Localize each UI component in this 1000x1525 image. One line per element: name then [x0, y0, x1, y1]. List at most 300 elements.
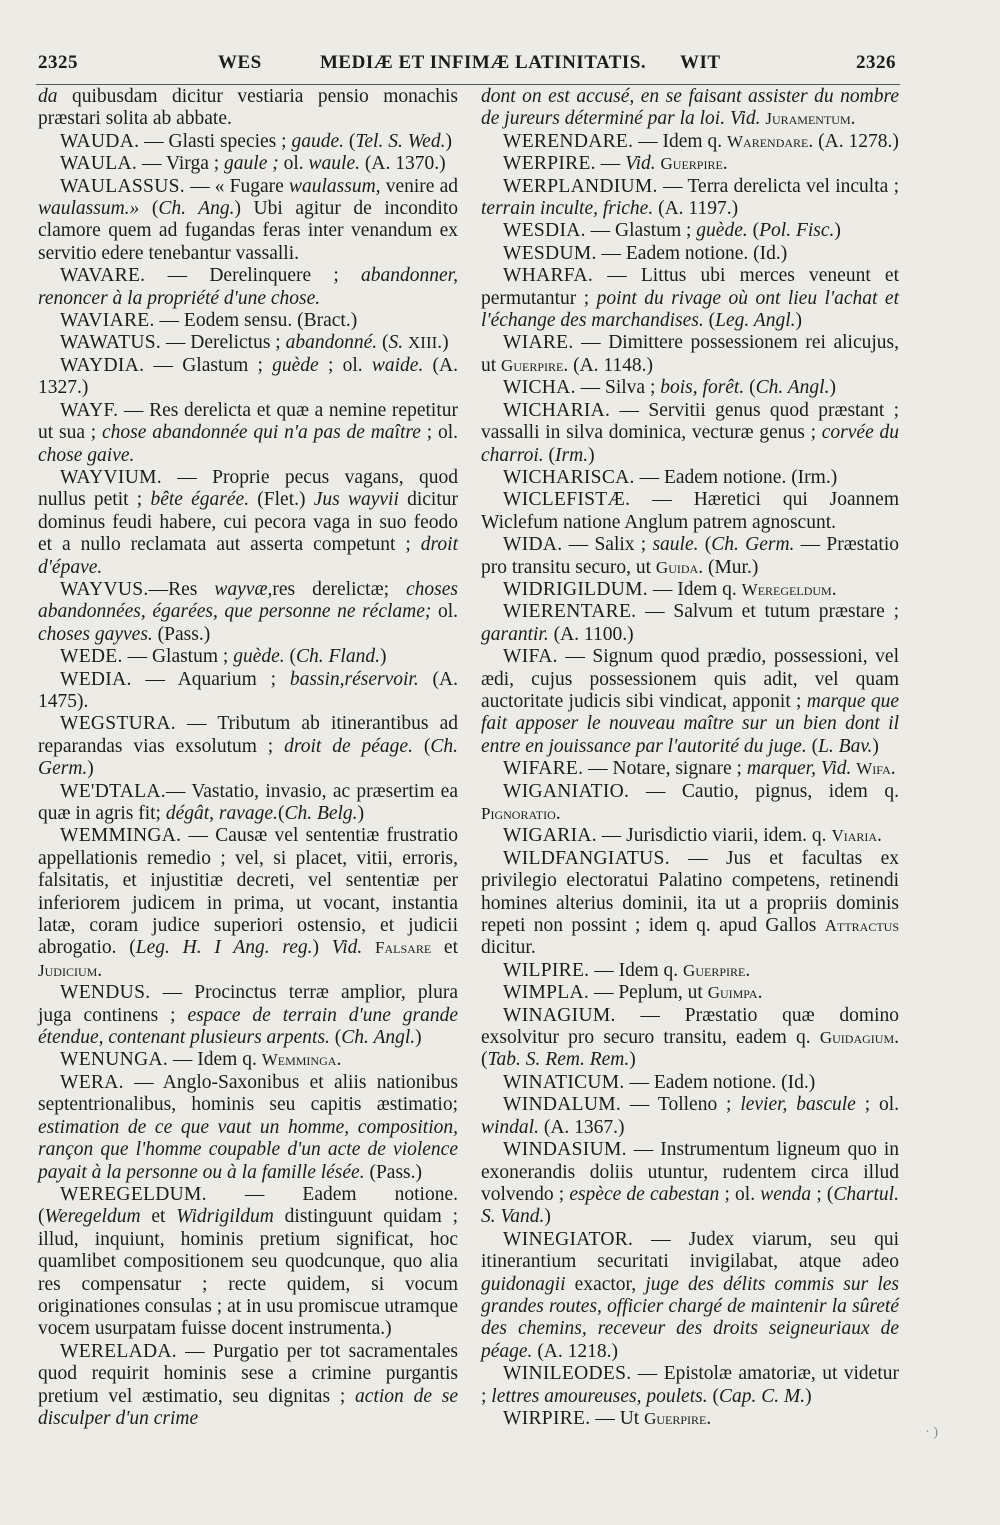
entry-headword: WINDALUM.: [503, 1094, 622, 1116]
entry-italic-text: gaude.: [291, 130, 344, 152]
entry-text: (: [343, 130, 356, 152]
entry-italic-text: Tab. S. Rem. Rem.: [487, 1049, 630, 1071]
entry-headword: WERPLANDIUM.: [503, 175, 658, 197]
entry-italic-text: waule.: [308, 153, 360, 175]
entry-text: ): [357, 803, 365, 824]
entry-italic-text: Weregeldum: [44, 1206, 141, 1228]
entry-italic-text: Ch. Angl.: [755, 377, 830, 399]
entry-italic-text: Ch. Germ.: [711, 534, 795, 556]
entry-headword: WEREGELDUM.: [60, 1183, 207, 1205]
entry-text: distinguunt quidam ; illud, inquiunt, hominis pretium significat, hoc quamlibet compositionem seu quodcunque, quo alia res compensatur ; recte quidem, si vocum originationes consulas ; at in usu promiscue utramque vocem usurpatam fuisse docent instrumenta.): [38, 1206, 458, 1340]
dictionary-entry: [38, 1341, 458, 1431]
entry-italic-text: windal.: [481, 1116, 539, 1138]
entry-headword: WIGANIATIO.: [503, 780, 630, 802]
entry-text: .: [757, 982, 763, 1004]
entry-cross-reference: Falsare: [375, 938, 432, 958]
entry-headword: WICLEFISTÆ.: [503, 489, 631, 511]
entry-text: .: [706, 1407, 712, 1429]
entry-italic-text: Ch. Germ.: [38, 735, 459, 780]
entry-text: (: [412, 735, 431, 757]
entry-italic-text: marquer,: [746, 758, 816, 780]
entry-italic-text: bête égarée.: [150, 489, 250, 511]
entry-cross-reference: Juramentum: [765, 109, 851, 129]
entry-text: .): [437, 332, 449, 354]
dictionary-entry: [481, 646, 899, 758]
entry-text: venire ad: [380, 175, 458, 197]
guide-word-left: WES: [218, 52, 262, 73]
entry-italic-text: bois, forêt.: [660, 377, 745, 399]
entry-text: . (: [481, 1027, 899, 1071]
entry-text: — Glasti species ;: [139, 130, 292, 152]
entry-text: — Vastatio, invasio, ac præsertim ea quæ in agris fit;: [38, 780, 458, 824]
entry-text: — Idem q.: [589, 959, 684, 981]
dictionary-entry: [481, 243, 899, 265]
entry-headword: WAVARE.: [60, 265, 146, 287]
entry-italic-text: droit d'épave.: [38, 534, 458, 578]
entry-headword: WIDRIGILDUM.: [503, 578, 648, 600]
left-column: [38, 86, 458, 1430]
entry-text: (: [806, 735, 819, 757]
entry-text: — Judex viarum, seu qui itinerantium securitati invigilabat, atque adeo: [481, 1228, 899, 1273]
entry-italic-text: saule.: [652, 534, 699, 556]
entry-italic-text: Widrigildum: [176, 1206, 274, 1228]
entry-cross-reference: Pignoratio: [481, 804, 556, 823]
entry-text: — Salvum et tutum præstare ;: [636, 601, 899, 623]
entry-text: —: [595, 153, 626, 175]
entry-italic-text: levier, bascule: [740, 1094, 856, 1116]
entry-text: dicitur dominus feudi habere, cui pecora vaga in suo feodo et a nullo reclamata aut asserta competunt ;: [38, 489, 458, 556]
entry-headword: WEDE.: [60, 646, 123, 668]
entry-italic-text: choses abandonnées, égarées, que personne ne réclame;: [38, 578, 459, 623]
entry-text: . (A. 1278.): [808, 130, 899, 152]
entry-headword: WIFARE.: [503, 758, 584, 780]
entry-headword: WAVIARE.: [60, 310, 155, 332]
entry-text: (A. 1197.): [653, 198, 739, 220]
entry-text: (: [377, 332, 389, 354]
entry-headword: WAYDIA.: [60, 354, 145, 376]
entry-text: (A. 1370.): [360, 153, 446, 175]
entry-text: — Idem q.: [633, 130, 727, 152]
entry-headword: WERELADA.: [60, 1340, 177, 1362]
entry-text: — Derelinquere ;: [145, 265, 362, 287]
dictionary-entry: [38, 579, 458, 646]
entry-headword: WHARFA.: [503, 265, 594, 287]
entry-cross-reference: Wifa: [856, 759, 891, 779]
dictionary-entry: [481, 265, 899, 332]
dictionary-entry: [481, 758, 899, 780]
entry-text: exactor,: [565, 1273, 646, 1295]
entry-text: ; ol.: [855, 1094, 900, 1116]
entry-text: ): [445, 130, 452, 152]
dictionary-entry: [481, 400, 899, 467]
entry-text: (: [277, 803, 285, 824]
entry-text: — Anglo-Saxonibus et aliis nationibus septentrionalibus, hominis seu capitis æstimatio;: [38, 1071, 458, 1116]
entry-italic-text: Tel. S. Wed.: [355, 130, 446, 152]
entry-italic-text: guède.: [233, 646, 285, 668]
dictionary-entry: [481, 332, 899, 377]
entry-headword: WESDIA.: [503, 220, 586, 242]
entry-headword: WAYVUS.: [60, 578, 149, 600]
entry-text: — Jus et facultas ex privilegio electoratui Palatino competens, retinendi homines alterius dominii, ita ut a propriis dominis repeti non possint ; idem q. apud Gallos: [481, 847, 899, 937]
entry-text: —Res: [148, 578, 215, 600]
entry-cross-reference: Attractus: [824, 916, 899, 936]
entry-text: [362, 937, 375, 958]
entry-text: ; ol.: [719, 1183, 761, 1205]
dictionary-entry: [481, 153, 899, 175]
entry-text: .: [850, 108, 856, 130]
entry-text: — Notare, signare ;: [583, 758, 747, 780]
entry-text: — Glastum ;: [122, 646, 234, 668]
entry-text: — Idem q.: [168, 1049, 262, 1071]
entry-italic-text: bassin,réservoir.: [289, 668, 419, 690]
entry-italic-text: guède.: [696, 220, 748, 242]
entry-text: ): [872, 735, 879, 757]
entry-text: — Aquarium ;: [131, 668, 290, 690]
entry-text: .: [745, 959, 751, 981]
page-corner-mark: · ): [925, 1425, 938, 1440]
entry-headword: WENDUS.: [60, 982, 151, 1004]
entry-text: — Epistolæ amatoriæ, ut videtur ;: [481, 1363, 899, 1407]
entry-text: — Peplum, ut: [589, 982, 708, 1004]
entry-italic-text: Vid.: [331, 937, 363, 959]
entry-headword: WAWATUS.: [60, 332, 162, 354]
entry-headword: WERA.: [60, 1071, 124, 1093]
entry-cross-reference: Guerpire: [683, 960, 746, 980]
entry-text: quibusdam dicitur vestiaria pensio monachis præstari solita ab abbate.: [38, 86, 458, 130]
entry-italic-text: Leg. H. I Ang. reg.: [135, 937, 313, 959]
entry-cross-reference: Guerpire: [501, 355, 564, 375]
dictionary-entry: [481, 377, 899, 399]
entry-text: — Eodem sensu. (Bract.): [154, 310, 358, 332]
entry-headword: WINDASIUM.: [503, 1139, 627, 1161]
dictionary-entry: [38, 781, 458, 826]
entry-text: — Virga ;: [137, 153, 225, 175]
entry-cross-reference: Viaria: [831, 826, 878, 846]
entry-text: (: [744, 377, 756, 399]
entry-italic-text: wenda: [760, 1183, 812, 1205]
entry-text: ): [87, 758, 94, 780]
entry-text: (: [329, 1027, 342, 1049]
entry-italic-text: abandonner, renoncer à la propriété d'une chose.: [38, 265, 458, 309]
entry-italic-text: Cap. C. M.: [718, 1385, 806, 1407]
dictionary-entry: [38, 825, 458, 982]
entry-italic-text: Pol. Fisc.: [759, 220, 835, 242]
entry-italic-text: gaule ;: [224, 153, 279, 175]
entry-text: — Cautio, pignus, idem q.: [629, 780, 899, 802]
entry-text: .: [890, 758, 896, 780]
entry-text: — Proprie pecus vagans, quod nullus petit ;: [38, 466, 458, 511]
entry-headword: WINEGIATOR.: [503, 1228, 634, 1250]
entry-text: ): [795, 310, 803, 332]
dictionary-entry: [481, 1005, 899, 1072]
entry-text: (A. 1367.): [538, 1116, 625, 1138]
entry-text: — Instrumentum ligneum quo in exonerandis doliis utuntur, rudentem circa illud volvendo ;: [481, 1139, 899, 1205]
dictionary-entry: [38, 86, 458, 131]
entry-text: (: [698, 534, 712, 556]
entry-headword: WAUDA.: [60, 130, 140, 152]
entry-text: (A. 1327.): [38, 354, 459, 399]
entry-headword: WIFA.: [503, 646, 558, 668]
entry-italic-text: waide.: [371, 354, 424, 376]
entry-italic-text: estimation de ce que vaut un homme, composition, rançon que l'homme coupable d'un acte de violence payait à la personne ou à la famille lésée.: [38, 1116, 458, 1183]
entry-text: (A. 1100.): [548, 623, 634, 645]
entry-italic-text: terrain inculte, friche.: [481, 198, 654, 220]
entry-text: ): [312, 937, 332, 959]
dictionary-entry: [481, 1229, 899, 1363]
dictionary-entry: [481, 1363, 899, 1408]
dictionary-entry: [481, 982, 899, 1004]
dictionary-entry: [481, 534, 899, 579]
dictionary-entry: [481, 1139, 899, 1229]
entry-text: (: [543, 444, 556, 466]
dictionary-entry: [481, 825, 899, 847]
entry-text: ; (: [811, 1183, 834, 1205]
entry-italic-text: Ch. Ang.: [158, 198, 235, 220]
entry-headword: WESDUM.: [503, 242, 597, 264]
entry-italic-text: abandonné.: [285, 332, 378, 354]
dictionary-entry: [38, 310, 458, 332]
entry-text: ; ol.: [420, 422, 458, 444]
entry-text: — Eadem notione. (Id.): [596, 242, 788, 264]
entry-headword: WENUNGA.: [60, 1049, 169, 1071]
entry-headword: WEMMINGA.: [60, 825, 182, 847]
entry-text: (: [747, 220, 760, 242]
entry-text: . (A. 1148.): [563, 354, 654, 376]
right-column: [481, 86, 899, 1430]
entry-text: .: [97, 959, 103, 981]
entry-text: .: [336, 1049, 342, 1071]
entry-italic-text: point du rivage où ont lieu l'achat et l'échange des marchandises.: [481, 287, 900, 332]
entry-text: .: [555, 803, 561, 824]
entry-italic-text: chose gaive.: [38, 444, 135, 466]
entry-text: — Signum quod prædio, possessioni, vel ædi, cujus possessionem quis adit, vel quam auctoritate judicis sibi vindicat, apponit ;: [481, 646, 899, 712]
entry-text: — Præstatio pro transitu securo, ut: [481, 534, 900, 578]
entry-italic-text: droit de péage.: [284, 735, 413, 757]
dictionary-entry: [481, 1094, 899, 1139]
entry-text: . (Mur.): [698, 556, 759, 578]
entry-text: dicitur.: [481, 937, 536, 959]
entry-text: — Servitii genus quod præstant ; vassalli in silva dominica, vecturæ genus ;: [481, 399, 899, 444]
entry-text: ): [544, 1206, 551, 1228]
entry-italic-text: guède: [272, 354, 319, 376]
entry-italic-text: Ch. Fland.: [296, 646, 380, 668]
entry-italic-text: dont on est accusé, en se faisant assister du nombre de jureurs déterminé par la loi.: [481, 86, 899, 130]
dictionary-entry: [481, 220, 899, 242]
entry-italic-text: S.: [388, 332, 404, 354]
dictionary-entry: [481, 86, 899, 131]
entry-headword: WAULA.: [60, 153, 138, 175]
entry-text: — Tolleno ;: [621, 1094, 741, 1116]
entry-headword: WINAGIUM.: [503, 1004, 616, 1026]
dictionary-entry: [38, 153, 458, 175]
entry-headword: WICHA.: [503, 377, 576, 399]
entry-text: — Silva ;: [575, 377, 661, 399]
entry-italic-text: Vid.: [729, 108, 761, 130]
dictionary-entry: [481, 781, 899, 826]
entry-text: — Causæ vel sententiæ frustratio appellationis remedio ; vel, si placet, vitii, erroris, falsitatis, et injustitiæ decreti, vel sententiæ per inferiorem judicem in prima, ut vocant, instantia latæ, coram judice superiori ostensio, et judicii abrogatio. (: [38, 825, 458, 959]
entry-italic-text: waulassum.»: [38, 198, 140, 220]
entry-italic-text: marque que fait apposer le nouveau maître sur un bien dont il entre en jouissance par l'autorité du juge.: [481, 690, 899, 757]
entry-text: — Salix ;: [562, 534, 653, 556]
entry-text: (Pass.): [152, 623, 211, 645]
entry-cross-reference: Warendare: [726, 131, 809, 151]
running-header: [38, 52, 896, 82]
entry-text: ): [829, 377, 836, 399]
entry-text: — « Fugare: [184, 175, 289, 197]
entry-text: — Procinctus terræ amplior, plura juga continens ;: [38, 982, 458, 1026]
entry-headword: WILPIRE.: [503, 959, 590, 981]
entry-italic-text: chose abandonnée qui n'a pas de maître: [102, 422, 421, 444]
entry-text: — Jurisdictio viarii, idem. q.: [596, 825, 832, 847]
dictionary-entry: [38, 1184, 458, 1341]
dictionary-entry: [481, 579, 899, 601]
dictionary-entry: [481, 848, 899, 960]
entry-italic-text: espèce de cabestan: [569, 1183, 720, 1205]
entry-headword: WIRPIRE.: [503, 1407, 591, 1429]
entry-italic-text: Vid.: [820, 758, 852, 780]
entry-headword: WERENDARE.: [503, 130, 634, 152]
entry-italic-text: dégât, ravage.: [165, 803, 278, 824]
dictionary-entry: [38, 355, 458, 400]
dictionary-entry: [38, 131, 458, 153]
dictionary-entry: [481, 131, 899, 153]
dictionary-entry: [38, 646, 458, 668]
entry-italic-text: corvée du charroi.: [481, 422, 899, 466]
entry-cross-reference: Guerpire: [644, 1408, 707, 1428]
entry-headword: WIGARIA.: [503, 825, 597, 847]
entry-italic-text: Ch. Angl.: [341, 1027, 416, 1049]
entry-italic-text: lettres amoureuses, poulets.: [491, 1385, 708, 1407]
entry-text: ol.: [278, 153, 309, 175]
entry-text: (Flet.): [249, 489, 314, 511]
entry-cross-reference: Weregeldum: [741, 579, 832, 599]
entry-text: ): [629, 1049, 636, 1071]
entry-headword: WIDA.: [503, 534, 563, 556]
entry-text: ): [588, 444, 595, 466]
entry-text: et: [140, 1206, 177, 1228]
entry-text: — Res derelicta et quæ a nemine repetitur ut sua ;: [38, 399, 458, 444]
entry-cross-reference: XIII: [408, 333, 438, 353]
dictionary-entry: [38, 713, 458, 780]
dictionary-entry: [38, 669, 458, 714]
entry-headword: WEGSTURA.: [60, 713, 176, 735]
dictionary-entry: [481, 176, 899, 221]
entry-text: — Præstatio quæ domino exsolvitur pro securo transitu, eadem q.: [481, 1004, 899, 1049]
dictionary-entry: [481, 1408, 899, 1430]
entry-headword: WERPIRE.: [503, 153, 596, 175]
entry-headword: WICHARISCA.: [503, 466, 635, 488]
entry-headword: WIARE.: [503, 332, 574, 354]
entry-text: .: [877, 825, 882, 847]
page-number-right: 2326: [856, 52, 896, 73]
entry-headword: WINATICUM.: [503, 1071, 625, 1093]
entry-text: — Tributum ab itinerantibus ad reparandas vias exsolutum ;: [38, 713, 458, 757]
entry-text: — Glastum ;: [144, 354, 273, 376]
entry-headword: WICHARIA.: [503, 399, 611, 421]
entry-italic-text: L. Bav.: [818, 735, 873, 757]
entry-italic-text: garantir.: [481, 623, 549, 645]
entry-text: .: [722, 153, 728, 175]
entry-text: ): [379, 646, 387, 668]
dictionary-entry: [38, 265, 458, 310]
entry-text: — Littus ubi merces veneunt et permutantur ;: [481, 265, 899, 309]
entry-italic-text: da: [38, 86, 58, 107]
entry-italic-text: action de se disculper d'un crime: [38, 1385, 458, 1429]
entry-text: — Purgatio per tot sacramentales quod requirit hominis sese a crimine purgantis pretium vel æstimatio, seu dignitas ;: [38, 1340, 458, 1407]
entry-italic-text: Vid.: [625, 153, 656, 175]
entry-text: .: [831, 578, 837, 600]
entry-headword: WILDFANGIATUS.: [503, 847, 670, 869]
entry-italic-text: Chartul. S. Vand.: [481, 1183, 899, 1228]
entry-text: (Pass.): [364, 1161, 422, 1183]
entry-text: (A. 1475).: [38, 668, 458, 712]
dictionary-entry: [38, 176, 458, 266]
entry-text: (: [707, 1385, 719, 1407]
entry-text: (: [703, 310, 716, 332]
entry-text: ): [834, 220, 841, 242]
dictionary-entry: [481, 467, 899, 489]
entry-text: res derelictæ;: [272, 578, 407, 600]
entry-text: — Ut: [590, 1407, 645, 1429]
entry-text: — Terra derelicta vel inculta ;: [657, 175, 899, 197]
entry-cross-reference: Guidagium: [819, 1028, 895, 1048]
entry-text: — Hæretici qui Joannem Wiclefum natione Anglum patrem agnoscunt.: [481, 489, 899, 533]
entry-italic-text: choses gayves.: [38, 623, 153, 645]
entry-italic-text: Jus wayvii: [313, 489, 399, 511]
dictionary-entry: [481, 1072, 899, 1094]
dictionary-entry: [38, 982, 458, 1049]
entry-headword: WE'DTALA.: [60, 780, 166, 802]
entry-text: ): [415, 1027, 422, 1049]
entry-italic-text: Ch. Belg.: [284, 803, 358, 824]
entry-cross-reference: Wemminga: [261, 1050, 337, 1070]
entry-text: ol.: [431, 601, 459, 623]
entry-headword: WAYF.: [60, 399, 119, 421]
entry-italic-text: espace de terrain d'une grande étendue, contenant plusieurs arpents.: [38, 1004, 458, 1049]
entry-italic-text: juge des délits commis sur les grandes routes, officier chargé de maintenir la sûreté des chemins, receveur des droits seigneuriaux de péage.: [481, 1273, 899, 1362]
dictionary-entry: [481, 601, 899, 646]
entry-text: — Idem q.: [647, 578, 742, 600]
running-title: MEDIÆ ET INFIMÆ LATINITATIS.: [320, 52, 647, 73]
entry-text: ) Ubi agitur de incondito clamore quem ad fugandas feras inter venandum ex servitio edere tenebantur vassalli.: [38, 198, 458, 264]
entry-text: — Derelictus ;: [161, 332, 286, 354]
entry-headword: WIERENTARE.: [503, 601, 637, 623]
entry-text: — Eadem notione. (Irm.): [634, 466, 838, 488]
entry-text: (: [284, 646, 296, 668]
entry-italic-text: wayvæ,: [214, 578, 273, 600]
dictionary-entry: [38, 467, 458, 579]
dictionary-entry: [38, 1072, 458, 1184]
entry-text: (A. 1218.): [532, 1340, 619, 1362]
entry-text: — Eadem notione. (: [38, 1183, 458, 1228]
entry-cross-reference: Guimpa: [707, 983, 758, 1003]
entry-italic-text: Irm.: [555, 444, 589, 466]
entry-headword: WINILEODES.: [503, 1363, 632, 1385]
entry-text: (: [139, 198, 159, 220]
entry-text: et: [431, 937, 459, 959]
entry-italic-text: Leg. Angl.: [715, 310, 796, 332]
dictionary-entry: [38, 332, 458, 354]
entry-text: — Eadem notione. (Id.): [624, 1071, 816, 1093]
dictionary-entry: [481, 489, 899, 534]
entry-headword: WAYVIUM.: [60, 466, 162, 488]
entry-cross-reference: Guerpire: [660, 154, 723, 174]
entry-text: ): [805, 1385, 812, 1407]
dictionary-entry: [38, 400, 458, 467]
entry-text: ; ol.: [318, 354, 372, 376]
entry-headword: WIMPLA.: [503, 982, 590, 1004]
entry-cross-reference: Judicium: [38, 960, 98, 980]
